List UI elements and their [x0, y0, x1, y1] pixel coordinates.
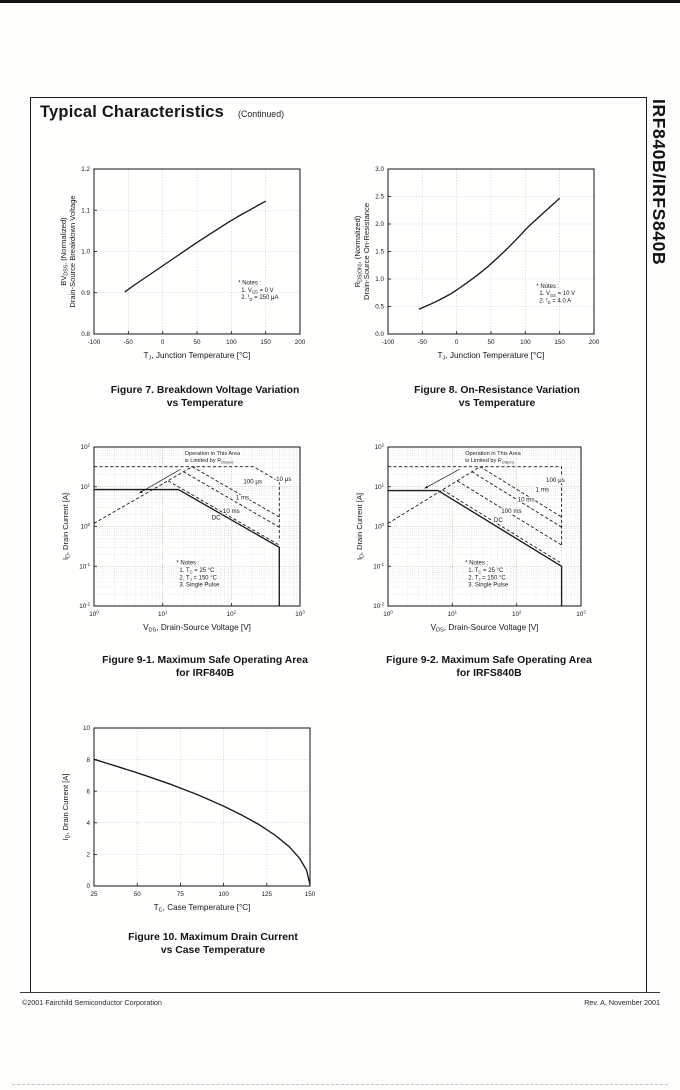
svg-text:Operation in This Area: Operation in This Area: [184, 451, 241, 458]
svg-text:100: $10^0$: [374, 522, 384, 531]
svg-text:2. TJ = 150 °C: 2. $T_J = 150$ °C: [179, 575, 217, 582]
svg-text:1. VGS = 0 V: 1. $V_{GS} = 0$ V: [241, 287, 274, 295]
svg-text:Drain-Source Breakdown Voltage: Drain-Source Breakdown Voltage: [68, 195, 77, 308]
figure-9-2-chart: [352, 441, 593, 640]
page-bottom-dots: [12, 1084, 668, 1085]
svg-text:100: 100: [226, 339, 237, 346]
svg-text:2. ID = 4.0 A: 2. $I_D = 4.0$ A: [539, 298, 572, 306]
svg-text:10-2: $10^{-2}$: [373, 601, 384, 611]
svg-text:10 μs: 10 μs: [276, 475, 292, 483]
svg-text:100: $10^0$: [383, 609, 393, 618]
svg-text:102: $10^2$: [80, 442, 90, 452]
footer-revision: Rev. A, November 2001: [584, 998, 660, 1007]
caption-line: for IRF840B: [175, 668, 235, 679]
svg-text:BVDSS, (Normalized): $BV_{DSS}$, (Normalized): [59, 217, 70, 286]
svg-text:ID, Drain Current [A]: $I_D$, Drain Current [A]: [61, 492, 72, 561]
caption-line: Figure 7. Breakdown Voltage Variation: [110, 385, 300, 396]
svg-text:3. Single Pulse: 3. Single Pulse: [179, 582, 220, 589]
svg-text:1.0: 1.0: [81, 248, 90, 256]
svg-text:VDS, Drain-Source Voltage [V]: $V_{DS}$, Drain-Source Voltage [V]: [430, 623, 539, 634]
caption-line: vs Case Temperature: [160, 945, 266, 956]
svg-text:101: $10^1$: [447, 609, 458, 618]
svg-text:1. TC = 25 °C: 1. $T_C = 25$ °C: [179, 567, 215, 575]
part-number-vertical: IRF840B/IRFS840B: [649, 99, 669, 266]
svg-text:200: 200: [588, 339, 600, 346]
svg-text:0.9: 0.9: [81, 289, 90, 297]
svg-text:100 μs: 100 μs: [546, 477, 565, 485]
svg-text:DC: DC: [211, 514, 221, 522]
svg-text:3. Single Pulse: 3. Single Pulse: [468, 582, 509, 589]
svg-text:8: 8: [86, 756, 90, 764]
svg-text:103: $10^3$: [576, 609, 586, 618]
svg-text:is Limited by RDS(on): is Limited by $R_{DS(on)}$: [184, 457, 234, 465]
svg-text:2.5: 2.5: [375, 193, 384, 201]
svg-text:0.5: 0.5: [375, 303, 384, 311]
svg-text:150: 150: [304, 891, 316, 898]
section-title: Typical Characteristics: [40, 103, 225, 121]
svg-text:10 ms: 10 ms: [222, 507, 240, 515]
svg-text:1 ms: 1 ms: [535, 486, 549, 494]
svg-text:101: $10^1$: [80, 482, 90, 491]
svg-text:1. TC = 25 °C: 1. $T_C = 25$ °C: [468, 567, 504, 575]
svg-text:102: $10^2$: [511, 609, 522, 618]
svg-text:2. TJ = 150 °C: 2. $T_J = 150$ °C: [468, 575, 506, 582]
figure-8-caption: [367, 384, 627, 410]
svg-text:is Limited by RDS(on): is Limited by $R_{DS(on)}$: [465, 457, 514, 465]
figure-9-1-caption: [75, 654, 335, 680]
svg-text:-100: -100: [87, 339, 101, 346]
svg-text:0: 0: [86, 883, 90, 891]
caption-line: for IRFS840B: [456, 668, 522, 679]
svg-text:2.0: 2.0: [375, 221, 384, 229]
svg-text:0.0: 0.0: [375, 331, 384, 339]
svg-text:1.2: 1.2: [81, 166, 90, 174]
page-edge-bar: [0, 0, 680, 3]
svg-text:TJ, Junction Temperature [°C]: $T_J$, Junction Temperature [°C]: [437, 351, 545, 362]
figure-7-caption: [75, 384, 335, 410]
caption-line: Figure 10. Maximum Drain Current: [128, 932, 298, 943]
svg-text:10-1: $10^{-1}$: [373, 561, 384, 571]
figure-10-caption: [83, 931, 343, 957]
svg-text:150: 150: [260, 339, 271, 346]
svg-text:ID, Drain Current [A]: $I_D$, Drain Current [A]: [61, 773, 72, 841]
caption-line: Figure 9-1. Maximum Safe Operating Area: [102, 655, 308, 666]
svg-text:1 ms: 1 ms: [235, 494, 250, 502]
svg-text:DC: DC: [493, 516, 503, 524]
svg-text:0.8: 0.8: [81, 331, 90, 339]
svg-text:101: $10^1$: [374, 482, 384, 491]
figure-10-chart: [58, 722, 322, 920]
svg-text:1.1: 1.1: [81, 207, 90, 215]
svg-text:50: 50: [133, 891, 141, 898]
figure-9-1-chart: [58, 441, 312, 640]
svg-text:6: 6: [86, 788, 90, 796]
svg-text:TC, Case Temperature [°C]: $T_C$, Case Temperature [°C]: [153, 903, 251, 914]
figure-8-chart: [352, 163, 606, 368]
svg-text:Drain-Source On-Resistance: Drain-Source On-Resistance: [362, 202, 371, 301]
svg-text:75: 75: [176, 891, 184, 898]
svg-text:100: 100: [520, 339, 531, 346]
svg-text:-100: -100: [381, 339, 395, 346]
svg-text:4: 4: [86, 820, 90, 827]
svg-text:* Notes :: * Notes :: [536, 283, 560, 290]
svg-text:VDS, Drain-Source Voltage [V]: $V_{DS}$, Drain-Source Voltage [V]: [143, 623, 251, 634]
section-title-row: [40, 103, 284, 122]
figure-9-2-caption: [360, 654, 618, 680]
svg-text:* Notes :: * Notes :: [465, 560, 489, 567]
footer-copyright: ©2001 Fairchild Semiconductor Corporation: [22, 998, 162, 1007]
svg-text:100: $10^0$: [80, 522, 90, 531]
caption-line: vs Temperature: [166, 398, 244, 409]
svg-text:100 ms: 100 ms: [501, 507, 522, 515]
svg-text:0: 0: [454, 339, 459, 346]
svg-text:50: 50: [193, 339, 201, 346]
svg-text:10: 10: [82, 725, 90, 733]
svg-text:* Notes :: * Notes :: [176, 560, 200, 567]
svg-text:100 μs: 100 μs: [243, 478, 263, 486]
svg-text:102: $10^2$: [226, 609, 237, 618]
svg-text:1.5: 1.5: [375, 248, 384, 256]
svg-text:3.0: 3.0: [375, 166, 384, 174]
footer-rule: [20, 992, 660, 993]
svg-text:0: 0: [160, 339, 165, 346]
svg-text:Operation in This Area: Operation in This Area: [465, 451, 521, 458]
svg-text:10 ms: 10 ms: [517, 496, 535, 504]
svg-text:150: 150: [554, 339, 565, 346]
svg-text:100: 100: [218, 891, 229, 898]
svg-text:25: 25: [90, 891, 98, 898]
caption-line: Figure 9-2. Maximum Safe Operating Area: [386, 655, 592, 666]
svg-text:10-2: $10^{-2}$: [79, 601, 90, 611]
svg-text:RDS(ON), (Normalized): $R_{DS(ON)}$, (Normalized): [353, 215, 364, 288]
svg-text:103: $10^3$: [295, 609, 305, 618]
svg-text:1. VGS = 10 V: 1. $V_{GS} = 10$ V: [539, 291, 576, 298]
svg-text:10-1: $10^{-1}$: [79, 561, 90, 571]
svg-text:2: 2: [86, 851, 90, 859]
section-title-continued: (Continued): [238, 109, 285, 119]
svg-text:2. ID = 250 μA: 2. $I_D = 250$ μA: [241, 295, 279, 302]
svg-text:-50: -50: [123, 339, 133, 346]
caption-line: vs Temperature: [458, 398, 536, 409]
svg-text:TJ, Junction Temperature [°C]: $T_J$, Junction Temperature [°C]: [143, 351, 251, 362]
svg-text:* Notes :: * Notes :: [238, 280, 262, 287]
svg-text:101: $10^1$: [157, 609, 168, 618]
figure-7-chart: [58, 163, 312, 368]
svg-text:125: 125: [261, 891, 273, 898]
svg-text:100: $10^0$: [89, 609, 99, 618]
svg-text:200: 200: [294, 339, 306, 346]
svg-text:102: $10^2$: [374, 442, 384, 452]
svg-text:50: 50: [487, 339, 495, 346]
caption-line: Figure 8. On-Resistance Variation: [414, 385, 580, 396]
svg-text:-50: -50: [417, 339, 427, 346]
svg-text:1.0: 1.0: [375, 276, 384, 284]
svg-text:ID, Drain Current [A]: $I_D$, Drain Current [A]: [355, 492, 366, 561]
